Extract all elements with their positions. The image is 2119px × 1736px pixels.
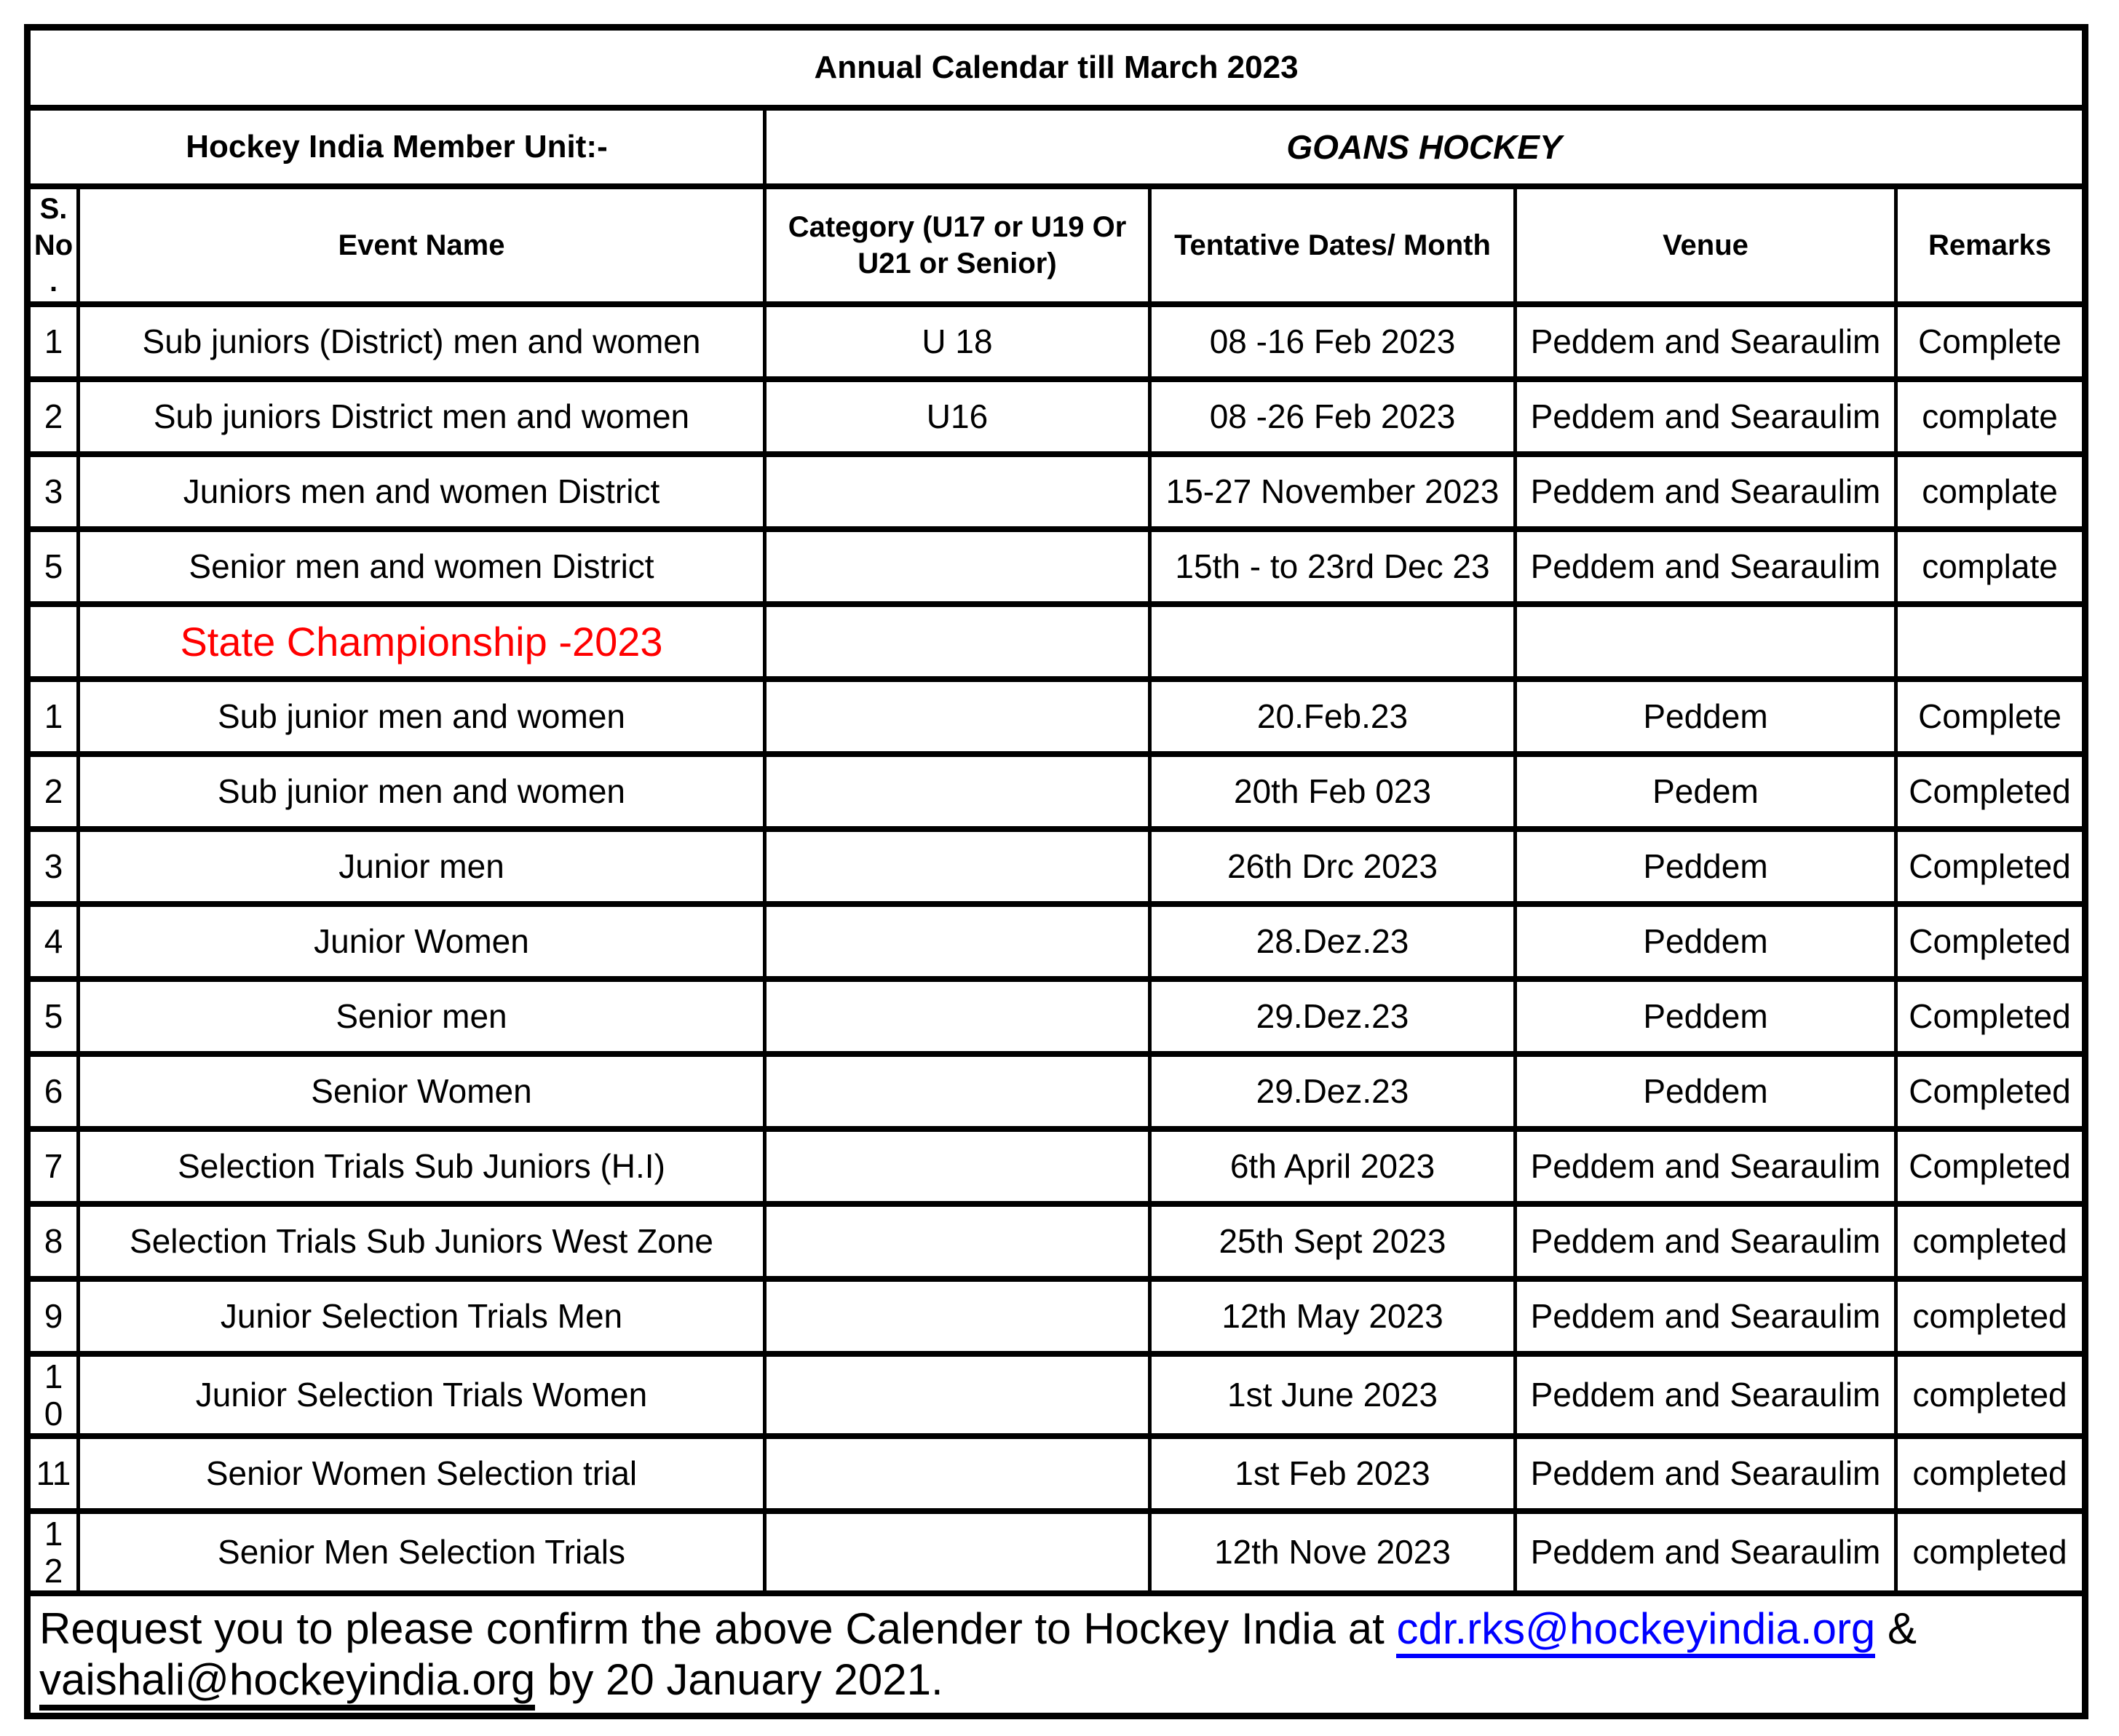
- table-row: [28, 304, 2086, 379]
- cell-venue: Peddem and Searaulim: [1516, 1354, 1896, 1436]
- footer-text-before: Request you to please confirm the above Calender to Hockey India at: [39, 1604, 1397, 1653]
- cell-category: [765, 829, 1150, 904]
- cell-serial-number: 6: [28, 1054, 79, 1129]
- cell-venue: Peddem and Searaulim: [1516, 1511, 1896, 1593]
- col-header-venue: Venue: [1516, 186, 1896, 304]
- cell-category: [765, 1279, 1150, 1354]
- table-header-row: [28, 186, 2086, 304]
- cell-remarks: [1896, 604, 2086, 679]
- cell-event-name: Selection Trials Sub Juniors West Zone: [79, 1204, 765, 1279]
- cell-serial-number: 4: [28, 904, 79, 979]
- cell-serial-number: 2: [28, 754, 79, 829]
- member-unit-value: GOANS HOCKEY: [765, 108, 2086, 186]
- cell-venue: Peddem and Searaulim: [1516, 1436, 1896, 1511]
- cell-serial-number: 11: [28, 1436, 79, 1511]
- table-row: [28, 1204, 2086, 1279]
- cell-serial-number: 12: [28, 1511, 79, 1593]
- table-row: [28, 679, 2086, 754]
- cell-category: [765, 979, 1150, 1054]
- email-link-cdr[interactable]: cdr.rks@hockeyindia.org: [1396, 1604, 1875, 1658]
- cell-serial-number: 8: [28, 1204, 79, 1279]
- cell-category: [765, 904, 1150, 979]
- table-row: [28, 1436, 2086, 1511]
- page-title: Annual Calendar till March 2023: [28, 28, 2086, 108]
- cell-venue: [1516, 604, 1896, 679]
- table-row: [28, 904, 2086, 979]
- cell-event-name: Senior Women: [79, 1054, 765, 1129]
- cell-venue: Peddem and Searaulim: [1516, 304, 1896, 379]
- table-row: [28, 1054, 2086, 1129]
- cell-serial-number: 3: [28, 829, 79, 904]
- cell-venue: Peddem: [1516, 679, 1896, 754]
- cell-remarks: complate: [1896, 379, 2086, 454]
- cell-dates: 26th Drc 2023: [1150, 829, 1516, 904]
- cell-remarks: Completed: [1896, 979, 2086, 1054]
- cell-remarks: Completed: [1896, 904, 2086, 979]
- cell-remarks: completed: [1896, 1436, 2086, 1511]
- cell-event-name: Junior men: [79, 829, 765, 904]
- cell-category: [765, 1204, 1150, 1279]
- cell-category: [765, 1054, 1150, 1129]
- cell-dates: 15-27 November 2023: [1150, 454, 1516, 529]
- email-link-vaishali[interactable]: vaishali@hockeyindia.org: [39, 1655, 535, 1711]
- cell-category: [765, 604, 1150, 679]
- cell-serial-number: 9: [28, 1279, 79, 1354]
- cell-dates: [1150, 604, 1516, 679]
- table-row: [28, 1511, 2086, 1593]
- cell-serial-number: 1: [28, 679, 79, 754]
- cell-dates: 6th April 2023: [1150, 1129, 1516, 1204]
- cell-event-name: Junior Selection Trials Women: [79, 1354, 765, 1436]
- cell-remarks: completed: [1896, 1279, 2086, 1354]
- calendar-sheet: [24, 24, 2082, 1719]
- section-header-text: State Championship -2023: [79, 604, 765, 679]
- cell-remarks: Completed: [1896, 754, 2086, 829]
- cell-remarks: completed: [1896, 1511, 2086, 1593]
- cell-event-name: Sub junior men and women: [79, 754, 765, 829]
- table-row: [28, 1354, 2086, 1436]
- cell-category: U 18: [765, 304, 1150, 379]
- cell-event-name: Junior Women: [79, 904, 765, 979]
- cell-dates: 12th May 2023: [1150, 1279, 1516, 1354]
- col-header-remarks: Remarks: [1896, 186, 2086, 304]
- cell-event-name: Junior Selection Trials Men: [79, 1279, 765, 1354]
- cell-dates: 29.Dez.23: [1150, 979, 1516, 1054]
- cell-event-name: Sub juniors (District) men and women: [79, 304, 765, 379]
- cell-serial-number: 1: [28, 304, 79, 379]
- section-header-row: [28, 604, 2086, 679]
- title-row: [28, 28, 2086, 108]
- col-header-sno: S. No.: [28, 186, 79, 304]
- cell-serial-number: 2: [28, 379, 79, 454]
- cell-dates: 12th Nove 2023: [1150, 1511, 1516, 1593]
- cell-serial-number: [28, 604, 79, 679]
- annual-calendar-table: [24, 24, 2088, 1719]
- cell-category: [765, 454, 1150, 529]
- cell-serial-number: 5: [28, 529, 79, 604]
- cell-remarks: Completed: [1896, 1054, 2086, 1129]
- cell-dates: 1st Feb 2023: [1150, 1436, 1516, 1511]
- cell-serial-number: 3: [28, 454, 79, 529]
- table-row: [28, 1129, 2086, 1204]
- cell-category: U16: [765, 379, 1150, 454]
- col-header-dates: Tentative Dates/ Month: [1150, 186, 1516, 304]
- cell-remarks: Completed: [1896, 829, 2086, 904]
- cell-remarks: Completed: [1896, 1129, 2086, 1204]
- cell-dates: 28.Dez.23: [1150, 904, 1516, 979]
- cell-event-name: Senior men: [79, 979, 765, 1054]
- cell-venue: Peddem: [1516, 904, 1896, 979]
- table-row: [28, 1279, 2086, 1354]
- cell-remarks: completed: [1896, 1354, 2086, 1436]
- cell-event-name: Juniors men and women District: [79, 454, 765, 529]
- table-row: [28, 454, 2086, 529]
- table-row: [28, 979, 2086, 1054]
- cell-dates: 20.Feb.23: [1150, 679, 1516, 754]
- cell-venue: Peddem: [1516, 1054, 1896, 1129]
- table-row: [28, 379, 2086, 454]
- member-unit-label: Hockey India Member Unit:-: [28, 108, 765, 186]
- cell-venue: Peddem and Searaulim: [1516, 1279, 1896, 1354]
- cell-category: [765, 1354, 1150, 1436]
- cell-remarks: Complete: [1896, 304, 2086, 379]
- cell-venue: Peddem and Searaulim: [1516, 1129, 1896, 1204]
- cell-venue: Peddem: [1516, 829, 1896, 904]
- cell-dates: 1st June 2023: [1150, 1354, 1516, 1436]
- footer-row: [28, 1593, 2086, 1716]
- cell-remarks: completed: [1896, 1204, 2086, 1279]
- footer-text-after: by 20 January 2021.: [535, 1655, 943, 1705]
- cell-serial-number: 10: [28, 1354, 79, 1436]
- cell-category: [765, 679, 1150, 754]
- footer-ampersand: &: [1875, 1604, 1917, 1653]
- member-unit-row: [28, 108, 2086, 186]
- cell-dates: 20th Feb 023: [1150, 754, 1516, 829]
- cell-event-name: Senior men and women District: [79, 529, 765, 604]
- cell-event-name: Selection Trials Sub Juniors (H.I): [79, 1129, 765, 1204]
- cell-event-name: Senior Men Selection Trials: [79, 1511, 765, 1593]
- cell-dates: 29.Dez.23: [1150, 1054, 1516, 1129]
- col-header-category: Category (U17 or U19 Or U21 or Senior): [765, 186, 1150, 304]
- cell-event-name: Senior Women Selection trial: [79, 1436, 765, 1511]
- cell-venue: Peddem and Searaulim: [1516, 529, 1896, 604]
- cell-category: [765, 529, 1150, 604]
- cell-serial-number: 5: [28, 979, 79, 1054]
- cell-remarks: complate: [1896, 529, 2086, 604]
- table-row: [28, 754, 2086, 829]
- cell-venue: Peddem: [1516, 979, 1896, 1054]
- cell-venue: Peddem and Searaulim: [1516, 454, 1896, 529]
- cell-remarks: Complete: [1896, 679, 2086, 754]
- cell-venue: Peddem and Searaulim: [1516, 379, 1896, 454]
- cell-venue: Peddem and Searaulim: [1516, 1204, 1896, 1279]
- cell-dates: 15th - to 23rd Dec 23: [1150, 529, 1516, 604]
- cell-category: [765, 1129, 1150, 1204]
- table-row: [28, 529, 2086, 604]
- cell-dates: 25th Sept 2023: [1150, 1204, 1516, 1279]
- footer-note: [28, 1593, 2086, 1716]
- cell-event-name: Sub junior men and women: [79, 679, 765, 754]
- cell-category: [765, 1436, 1150, 1511]
- cell-category: [765, 1511, 1150, 1593]
- cell-serial-number: 7: [28, 1129, 79, 1204]
- cell-dates: 08 -26 Feb 2023: [1150, 379, 1516, 454]
- cell-category: [765, 754, 1150, 829]
- cell-event-name: Sub juniors District men and women: [79, 379, 765, 454]
- table-row: [28, 829, 2086, 904]
- cell-remarks: complate: [1896, 454, 2086, 529]
- cell-dates: 08 -16 Feb 2023: [1150, 304, 1516, 379]
- cell-venue: Pedem: [1516, 754, 1896, 829]
- col-header-event: Event Name: [79, 186, 765, 304]
